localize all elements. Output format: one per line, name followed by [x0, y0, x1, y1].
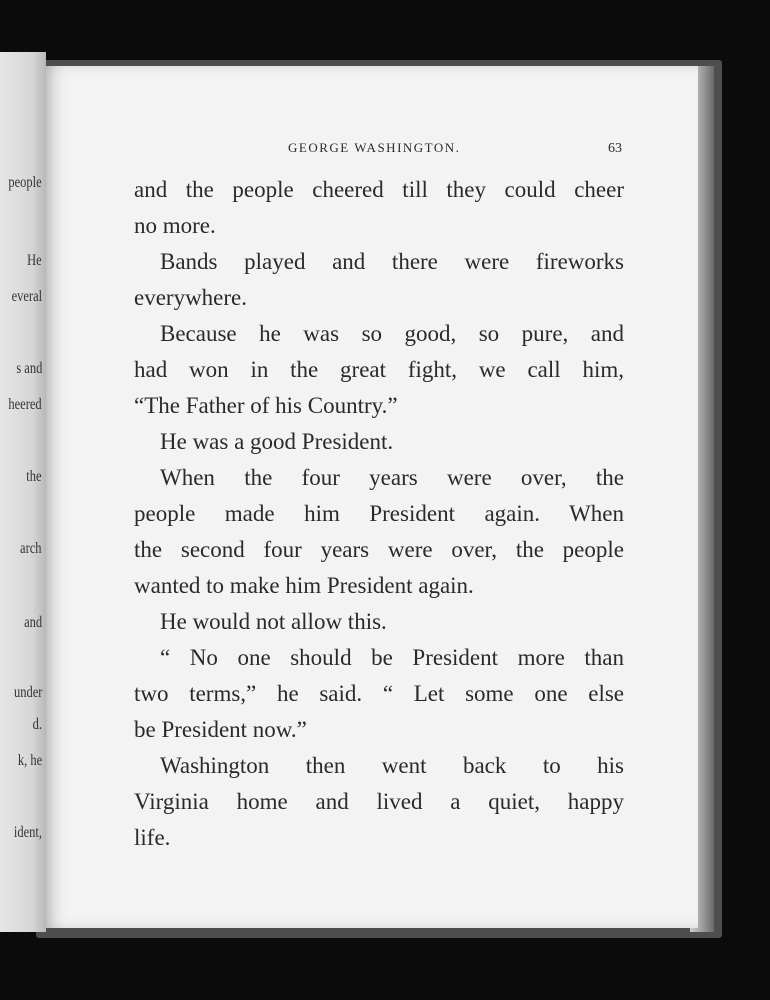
text-line: When the four years were over, the — [160, 465, 624, 490]
text-line: Because he was so good, so pure, and — [160, 321, 624, 346]
left-page-edge — [0, 52, 46, 932]
left-page-fragment: He — [27, 252, 42, 269]
text-line: Virginia home and lived a quiet, happy — [134, 789, 624, 814]
running-head-title: GEORGE WASHINGTON. — [288, 140, 461, 155]
text-line: He would not allow this. — [160, 609, 387, 634]
text-line: and the people cheered till they could cheer — [134, 177, 624, 202]
text-line: had won in the great fight, we call him, — [134, 357, 624, 382]
text-line: life. — [134, 825, 171, 850]
left-page-fragment: heered — [8, 396, 42, 413]
text-line: two terms,” he said. “ Let some one else — [134, 681, 624, 706]
left-page-fragment: arch — [20, 540, 42, 557]
left-page-fragment: k, he — [17, 752, 42, 769]
left-page-fragment: and — [23, 614, 42, 631]
left-page-fragment: people — [8, 174, 42, 191]
text-line: no more. — [134, 213, 216, 238]
text-line: the second four years were over, the people — [134, 537, 624, 562]
left-page-fragment: the — [26, 468, 42, 485]
text-line: wanted to make him President again. — [134, 573, 474, 598]
left-page-fragment: ident, — [13, 824, 42, 841]
body-text — [134, 172, 624, 856]
page-number: 63 — [608, 141, 622, 156]
left-page-fragment: d. — [32, 716, 42, 733]
running-head — [46, 140, 698, 160]
text-line: people made him President again. When — [134, 501, 624, 526]
text-line: He was a good President. — [160, 429, 394, 454]
left-page-fragment: s and — [16, 360, 42, 377]
text-line: “The Father of his Country.” — [134, 393, 398, 418]
text-line: be President now.” — [134, 717, 307, 742]
left-page-fragment: under — [13, 684, 42, 701]
left-page-fragment: everal — [11, 288, 42, 305]
text-line: Bands played and there were fireworks — [160, 249, 624, 274]
book-page — [46, 66, 698, 928]
text-line: “ No one should be President more than — [160, 645, 624, 670]
text-line: everywhere. — [134, 285, 248, 310]
text-line: Washington then went back to his — [160, 753, 624, 778]
